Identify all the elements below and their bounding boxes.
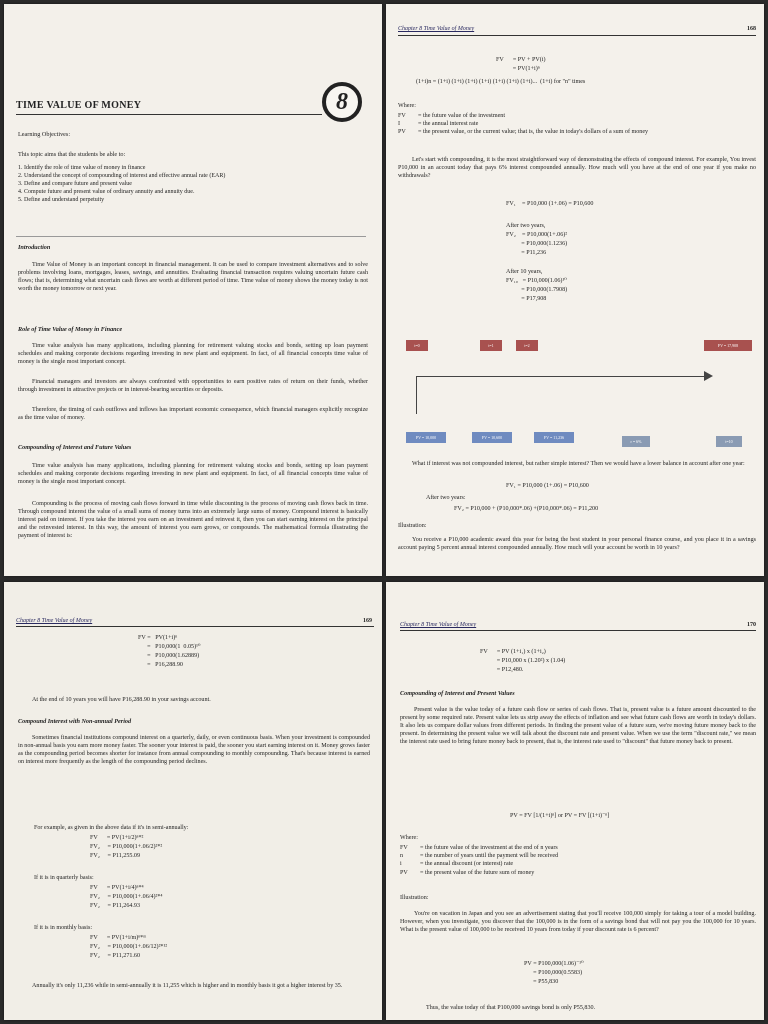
header-rule xyxy=(400,630,756,631)
timeline-label-t10: t=10 xyxy=(716,436,742,447)
where-label: Where: xyxy=(400,835,418,841)
timeline-label-pv: PV = 10,000 xyxy=(406,432,446,443)
semi-annual-line: FV = PV(1+i/2)ⁿ*² xyxy=(90,835,144,841)
timeline-axis xyxy=(416,376,706,377)
non-annual-heading: Compound Interest with Non-annual Period xyxy=(18,718,132,725)
timeline-label-rate: r = 6% xyxy=(622,436,650,447)
monthly-line: FV = PV(1+i/m)ⁿ*ᵐ xyxy=(90,935,147,941)
after-two-years-line: = P10,000(1.1236) xyxy=(506,241,568,247)
timeline-label-t1: t=1 xyxy=(480,340,502,351)
fv-line: = P10,000(1.62889) xyxy=(138,653,200,659)
timeline-tick xyxy=(416,376,417,414)
compounding-heading: Compounding of Interest and Future Values xyxy=(18,444,132,451)
semi-annual-intro: For example, as given in the above data if it's in semi-annually: xyxy=(34,825,189,831)
simple-fv2-equation: FV₂ = P10,000 + (P10,000*.06) +(P10,000*.06) = P11,200 xyxy=(454,506,599,512)
present-value-heading: Compounding of Interest and Present Values xyxy=(400,690,515,697)
page-168 xyxy=(386,4,764,576)
fv1-equation: FV₁ = P10,000 (1+.06) = P10,600 xyxy=(506,201,594,207)
running-header: Chapter 8 Time Value of Money xyxy=(400,622,477,628)
illustration-text: You receive a P10,000 academic award this year for being the best student in your personal finance course, and you place it in a savings account paying 5 percent annual interest compounded annually. How much will your account be worth in 10 years? xyxy=(398,537,756,552)
after-two-years-simple-label: After two years: xyxy=(426,495,466,501)
page-number: 168 xyxy=(747,26,756,32)
after-two-years-line: FV₂ = P10,000(1+.06)² xyxy=(506,232,568,238)
timeline-label-t2: t=2 xyxy=(516,340,538,351)
objective-item: 4. Compute future and present value of ordinary annuity and annuity due. xyxy=(18,189,195,196)
quarterly-intro: If it is in quarterly basis: xyxy=(34,875,94,881)
quarterly-line: FV₂ = P10,000(1+.06/4)²*⁴ xyxy=(90,894,163,900)
page-number: 170 xyxy=(747,622,756,628)
timeline-label-fv1: FV = 10,600 xyxy=(472,432,512,443)
simple-interest-text: What if interest was not compounded interest, but rather simple interest? Then we would have a lower balance in account after one year: xyxy=(412,461,745,467)
introduction-heading: Introduction xyxy=(18,244,51,251)
savings-conclusion: At the end of 10 years you will have P16,288.90 in your savings account. xyxy=(32,697,211,703)
role-paragraph-3: Therefore, the timing of cash outflows and inflows has important economic consequence, which financial managers explicitly recognize as the time value of money. xyxy=(18,407,368,422)
page-169 xyxy=(4,582,382,1020)
monthly-intro: If it is in monthly basis: xyxy=(34,925,93,931)
title-rule xyxy=(16,114,322,115)
running-header: Chapter 8 Time Value of Money xyxy=(398,26,475,32)
illustration-label: Illustration: xyxy=(398,523,427,529)
objective-item: 2. Understand the concept of compounding of interest and effective annual rate (EAR) xyxy=(18,173,226,180)
fv-line: = P12,480. xyxy=(480,667,524,673)
definitions-list xyxy=(400,844,740,877)
definition-row: I = the annual interest rate xyxy=(398,121,479,128)
timeline-label-t0: t=0 xyxy=(406,340,428,351)
running-header: Chapter 8 Time Value of Money xyxy=(16,618,93,624)
page-number: 169 xyxy=(363,618,372,624)
closing-text: Annually it's only 11,236 while in semi-annually it is 11,255 which is higher and in monthly basis it got a higher interest by 35. xyxy=(32,983,343,989)
timeline-label-fv-final: FV = 17,908 xyxy=(704,340,752,351)
fv-line: = P16,288.90 xyxy=(138,662,183,668)
after-ten-years-line: FV₁₀ = P10,000(1.06)¹⁰ xyxy=(506,278,567,284)
chapter-title: TIME VALUE OF MONEY xyxy=(16,100,142,111)
illustration-text: You're on vacation in Japan and you see an advertisement stating that you'll receive 100,000 simply for taking a tour of a model building. However, when you investigate, you discover that the 100,000 is in the form of a savings bond that will not pay you the 100,000 for 10 years. What is the present value of 100,000 to be received 10 years from today if your discount rate is 6 percent? xyxy=(400,911,756,934)
section-rule xyxy=(16,236,366,237)
definition-row: FV = the future value of the investment at the end of n years xyxy=(400,845,558,851)
fv-line: = P10,000(1 0.05)¹⁰ xyxy=(138,644,201,650)
fv-line: FV = PV (1+i₁) x (1+i₂) xyxy=(480,649,546,655)
page-166 xyxy=(4,4,382,576)
simple-fv1-equation: FV₁ = P10,000 (1+.06) = P10,600 xyxy=(506,483,589,489)
formula-line: = PV(1+i)ⁿ xyxy=(496,66,540,72)
pv-line: = P55,830 xyxy=(524,979,559,985)
objective-item: 3. Define and compare future and present value xyxy=(18,181,132,188)
role-heading: Role of Time Value of Money in Finance xyxy=(18,326,123,333)
definitions-list xyxy=(398,112,758,137)
role-paragraph-2: Financial managers and investors are always confronted with opportunities to earn positive rates of return on their funds, whether through investment in attractive projects or in interest-bearing securities or deposits. xyxy=(18,379,368,394)
header-rule xyxy=(16,626,374,627)
definition-row: PV = the present value of the future sum of money xyxy=(400,869,535,876)
after-ten-years-line: = P17,908 xyxy=(506,296,547,302)
after-ten-years-label: After 10 years, xyxy=(506,269,543,275)
quarterly-line: FV = PV(1+i/4)ⁿ*⁴ xyxy=(90,885,144,891)
page-170 xyxy=(386,582,764,1020)
compounding-paragraph-2: Compounding is the process of moving cash flows forward in time while discounting is the process of moving cash flows back in time. Through compound interest the value of a small sums of money turns into an extremely large sums of money. Compound interest is basically interest paid on interest. If you take the interest you earn on an investment and reinvest it, then you can start earning interest on the principal and the reinvested interest. In this way, the amount of interest you earn grows, or compounds. The mathematical formula illustrating the payment of interest is: xyxy=(18,501,368,540)
monthly-line: FV₂ = P11,271.60 xyxy=(90,953,141,959)
compounding-paragraph-1: Time value analysis has many applications, including planning for retirement valuing stocks and bonds, setting up loan payment schedules and making corporate decisions regarding investing in new plant and equipment. In fact, of all financial concepts time value of money is the single most important concept. xyxy=(18,463,368,486)
compounding-example-text: Let's start with compounding, it is the most straightforward way of demonstrating the effects of compound interest. For example, You invest P10,000 in an account today that pays 6% interest compounded annually. How much will you have at the end of one year if you make no withdrawals? xyxy=(398,157,756,180)
semi-annual-line: FV₂ = P10,000(1+.06/2)²*² xyxy=(90,844,163,850)
illustration-label: Illustration: xyxy=(400,895,429,901)
after-two-years-line: = P11,236 xyxy=(506,250,547,256)
non-annual-text: Sometimes financial institutions compound interest on a quarterly, daily, or even continuous basis. When your investment is compounded in non-annual basis you earn more money faster. The sooner your interest is paid, the sooner you start earning interest on it. Money grows faster as the compounding period becomes shorter for instance from annual compounding to monthly compounding. That's because interest is earned on interest more frequently as the length of the compounding period declines. xyxy=(18,735,370,766)
introduction-text: Time Value of Money is an important concept in financial management. It can be used to compare investment alternatives and to solve problems involving loans, mortgages, leases, savings, and annuities. Evaluating financial transaction requires valuing uncertain future cash flows; that is, determining what uncertain cash flows are worth at different period of time. Time value of money shows the money today is not worth the money tomorrow or next year. xyxy=(18,262,368,293)
fv-line: FV = PV(1+i)ⁿ xyxy=(138,635,178,641)
monthly-line: FV₂ = P10,000(1+.06/12)²*¹² xyxy=(90,944,168,950)
objectives-list xyxy=(18,164,225,204)
present-value-text: Present value is the value today of a future cash flow or series of cash flows. That is, present value is a future amount discounted to the present by some required rate. Present value lets us strip away the effects of inflation and see what future cash flows are worth in today's dollars. It also lets us compare dollar values from different periods. In finding the present value of a future sum, we're moving future money back to the present. In determining the present value we will talk about the discount rate and present value. When we use the term "discount rate," we mean the interest rate used to bring future money back to present, that is, the interest rate used to "discount" that future money back to present. xyxy=(400,707,756,746)
present-value-formula: PV = FV [1/(1+i)ⁿ] or PV = FV [(1+i)⁻ⁿ] xyxy=(510,813,610,819)
after-ten-years-line: = P10,000(1.7908) xyxy=(506,287,568,293)
objectives-heading: Learning Objectives: xyxy=(18,131,71,138)
objectives-intro: This topic aims that the students be able to: xyxy=(18,151,126,158)
after-two-years-label: After two years, xyxy=(506,223,546,229)
objective-item: 1. Identify the role of time value of money in finance xyxy=(18,165,146,171)
pv-line: = P100,000(0.5583) xyxy=(524,970,583,976)
fv-line: = P10,000 x (1.20²) x (1.04) xyxy=(480,658,566,664)
chapter-number-badge: 8 xyxy=(322,82,362,122)
definition-row: PV = the present value, or the current value; that is, the value in today's dollars of a sum of money xyxy=(398,129,649,136)
definition-row: i = the annual discount (or interest) rate xyxy=(400,861,514,868)
header-rule xyxy=(398,35,756,36)
pv-line: PV = P100,000(1.06)⁻¹⁰ xyxy=(524,961,584,967)
role-paragraph-1: Time value analysis has many applications, including planning for retirement valuing stocks and bonds, setting up loan payment schedules and making corporate decisions regarding investing in new plant and equipment. In fact, of all financial concepts time value of money is the single most important concept. xyxy=(18,343,368,366)
where-label: Where: xyxy=(398,103,416,109)
tail-text: Thus, the value today of that P100,000 savings bond is only P55,830. xyxy=(426,1005,596,1011)
objective-item: 5. Define and understand perpetuity xyxy=(18,197,105,204)
formula-line: FV = PV + PV(i) xyxy=(496,57,546,63)
formula-expansion: (1+i)n = (1+i) (1+i) (1+i) (1+i) (1+i) (1+i) (1+i)... (1+i) for "n" times xyxy=(416,79,586,85)
timeline-label-fv2: FV = 11,236 xyxy=(534,432,574,443)
definition-row: n = the number of years until the payment will be received xyxy=(400,853,559,860)
quarterly-line: FV₂ = P11,264.93 xyxy=(90,903,141,909)
definition-row: FV = the future value of the investment xyxy=(398,113,506,119)
semi-annual-line: FV₂ = P11,255.09 xyxy=(90,853,141,859)
timeline-arrow-icon xyxy=(704,371,713,381)
